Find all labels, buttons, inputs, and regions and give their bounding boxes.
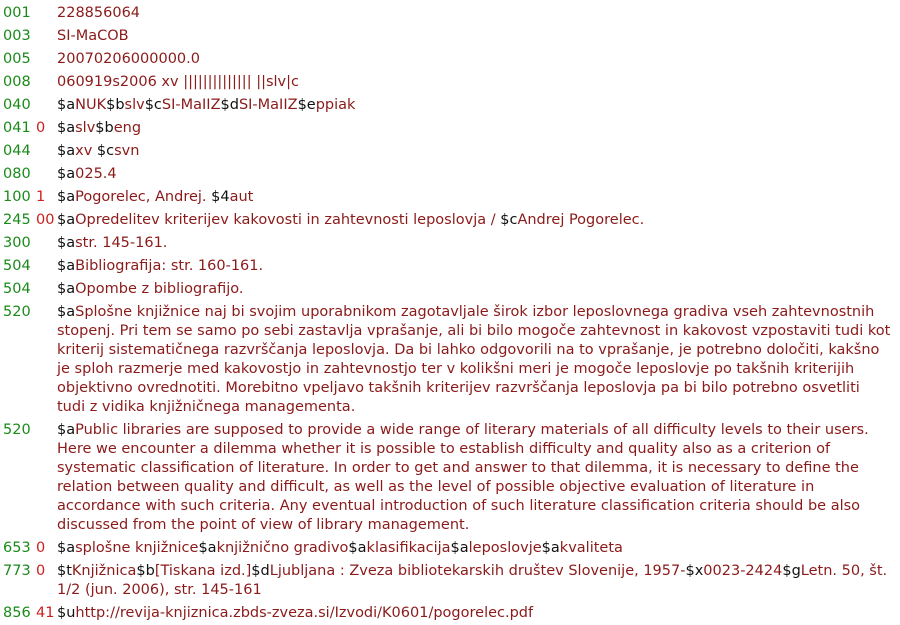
field-tag: 504 (3, 258, 31, 274)
field-row-520 (0, 303, 900, 417)
subfield-code: $c (144, 97, 162, 113)
subfield-value: svn (114, 143, 140, 159)
control-field-value: 228856064 (57, 5, 141, 21)
field-row-080 (0, 165, 900, 184)
field-tag: 003 (3, 28, 31, 44)
subfield-code: $a (57, 143, 76, 159)
subfield-code: $x (685, 563, 704, 579)
field-content (57, 303, 900, 417)
subfield-code: $a (57, 281, 76, 297)
subfield-code: $d (251, 563, 270, 579)
subfield-code: $a (198, 540, 217, 556)
subfield-value: aut (229, 189, 254, 205)
subfield-value: Splošne knjižnice naj bi svojim uporabnikom zagotavljale širok izbor leposlovnega gradiva vseh zahtevnostnih stopenj. Pri tem se samo po sebi zastavlja vprašanje, ali bi bilo mogoče zahtevnost in kakovost vzpostaviti tudi kot kriterij sistematičnega razvrščanja leposlovja. Da bi lahko odgovorili na to vprašanje, je potrebno določiti, kakšno je sploh razmerje med kakovostjo in zahtevnostjo ter v kolikšni meri je mogoče leposlovje po takšnih kriterijih objektivno ovrednotiti. Morebitno vpeljavo takšnih kriterijev razvrščanja leposlovja pa bi bilo potrebno osvetliti tudi z vidika knjižničnega managementa. (57, 304, 891, 415)
field-indicator: 0 (36, 540, 46, 556)
subfield-code: $b (106, 97, 125, 113)
subfield-code: $a (57, 304, 76, 320)
subfield-code: $a (57, 166, 76, 182)
subfield-value: Bibliografija: str. 160-161. (75, 258, 264, 274)
field-row-003 (0, 27, 900, 46)
field-tag: 520 (3, 422, 31, 438)
control-field-value: 060919s2006 xv |||||||||||||| ||slv|c (57, 74, 299, 90)
field-tag: 005 (3, 51, 31, 67)
subfield-value: Andrej Pogorelec. (517, 212, 645, 228)
field-tag: 008 (3, 74, 31, 90)
subfield-code: $a (57, 540, 76, 556)
control-field-value: SI-MaCOB (57, 28, 129, 44)
field-content (57, 257, 900, 276)
subfield-value: eng (113, 120, 142, 136)
subfield-value: slv (124, 97, 145, 113)
field-content (57, 96, 900, 115)
field-row-005 (0, 50, 900, 69)
subfield-value: Ljubljana : Zveza bibliotekarskih društev Slovenije, 1957- (269, 563, 686, 579)
field-content (57, 27, 900, 46)
subfield-code: $a (57, 235, 76, 251)
field-tag: 040 (3, 97, 31, 113)
field-row-001 (0, 4, 900, 23)
field-tag: 520 (3, 304, 31, 320)
field-content (57, 539, 900, 558)
subfield-code: $b (95, 120, 114, 136)
subfield-value: Pogorelec, Andrej. (75, 189, 212, 205)
field-content (57, 4, 900, 23)
field-tag: 041 (3, 120, 31, 136)
subfield-value: Knjižnica (71, 563, 137, 579)
subfield-value: kvaliteta (559, 540, 623, 556)
field-indicator: 0 (36, 120, 46, 136)
subfield-code: $a (348, 540, 367, 556)
field-indicator: 41 (36, 605, 55, 621)
field-indicator: 0 (36, 563, 46, 579)
field-row-856 (0, 604, 900, 623)
subfield-code: $g (782, 563, 801, 579)
subfield-code: $b (136, 563, 155, 579)
subfield-code: $a (541, 540, 560, 556)
subfield-code: $d (220, 97, 239, 113)
subfield-code: $t (57, 563, 72, 579)
field-row-653 (0, 539, 900, 558)
field-tag: 080 (3, 166, 31, 182)
subfield-value: klasifikacija (366, 540, 451, 556)
field-row-100 (0, 188, 900, 207)
field-content (57, 280, 900, 299)
field-row-008 (0, 73, 900, 92)
field-content (57, 562, 900, 600)
field-tag: 100 (3, 189, 31, 205)
subfield-value: Opredelitev kriterijev kakovosti in zahtevnosti leposlovja / (75, 212, 501, 228)
field-tag: 856 (3, 605, 31, 621)
field-tag: 044 (3, 143, 31, 159)
subfield-code: $4 (211, 189, 230, 205)
field-content (57, 119, 900, 138)
field-row-504 (0, 280, 900, 299)
field-content (57, 73, 900, 92)
subfield-code: $a (57, 212, 76, 228)
subfield-value: SI-MaIIZ (161, 97, 221, 113)
field-row-520 (0, 421, 900, 535)
subfield-code: $c (500, 212, 518, 228)
subfield-value: NUK (75, 97, 107, 113)
subfield-code: $c (96, 143, 115, 159)
subfield-code: $e (297, 97, 316, 113)
field-content (57, 604, 900, 623)
field-content (57, 211, 900, 230)
field-content (57, 50, 900, 69)
subfield-value: http://revija-knjiznica.zbds-zveza.si/Izvodi/K0601/pogorelec.pdf (75, 605, 534, 621)
field-tag: 245 (3, 212, 31, 228)
field-tag: 653 (3, 540, 31, 556)
subfield-value: Letn. 50, št. 1/2 (jun. 2006), str. 145-161 (57, 563, 888, 598)
subfield-value: 0023-2424 (703, 563, 783, 579)
subfield-value: Opombe z bibliografijo. (75, 281, 244, 297)
subfield-value: slv (75, 120, 96, 136)
subfield-value: ppiak (315, 97, 356, 113)
control-field-value: 20070206000000.0 (57, 51, 200, 67)
subfield-value: 025.4 (75, 166, 117, 182)
subfield-code: $a (57, 189, 76, 205)
field-tag: 504 (3, 281, 31, 297)
subfield-code: $a (57, 422, 76, 438)
field-indicator: 00 (36, 212, 55, 228)
field-row-245 (0, 211, 900, 230)
subfield-value: [Tiskana izd.] (154, 563, 252, 579)
field-content (57, 142, 900, 161)
subfield-code: $u (57, 605, 76, 621)
subfield-code: $a (57, 120, 76, 136)
subfield-value: Public libraries are supposed to provide a wide range of literary materials of all difficulty levels to their users. Here we encounter a dilemma whether it is possible to establish difficulty and quality also as a criterion of systematic classification of literature. In order to get and answer to that dilemma, it is necessary to define the relation between quality and difficult, as well as the level of possible objective evaluation of literature in accordance with such criteria. Any eventual introduction of such literature classification criteria should be also discussed from the point of view of library management. (57, 422, 869, 533)
subfield-value: SI-MaIIZ (238, 97, 298, 113)
field-content (57, 234, 900, 253)
subfield-code: $a (57, 258, 76, 274)
subfield-code: $a (450, 540, 469, 556)
subfield-code: $a (57, 97, 76, 113)
field-indicator: 1 (36, 189, 46, 205)
field-row-040 (0, 96, 900, 115)
field-row-044 (0, 142, 900, 161)
field-row-504 (0, 257, 900, 276)
field-row-300 (0, 234, 900, 253)
field-tag: 773 (3, 563, 31, 579)
field-tag: 300 (3, 235, 31, 251)
field-tag: 001 (3, 5, 31, 21)
subfield-value: splošne knjižnice (75, 540, 199, 556)
field-content (57, 165, 900, 184)
subfield-value: knjižnično gradivo (216, 540, 349, 556)
field-content (57, 188, 900, 207)
field-content (57, 421, 900, 535)
subfield-value: xv (75, 143, 97, 159)
subfield-value: leposlovje (468, 540, 542, 556)
field-row-041 (0, 119, 900, 138)
subfield-value: str. 145-161. (75, 235, 168, 251)
field-row-773 (0, 562, 900, 600)
